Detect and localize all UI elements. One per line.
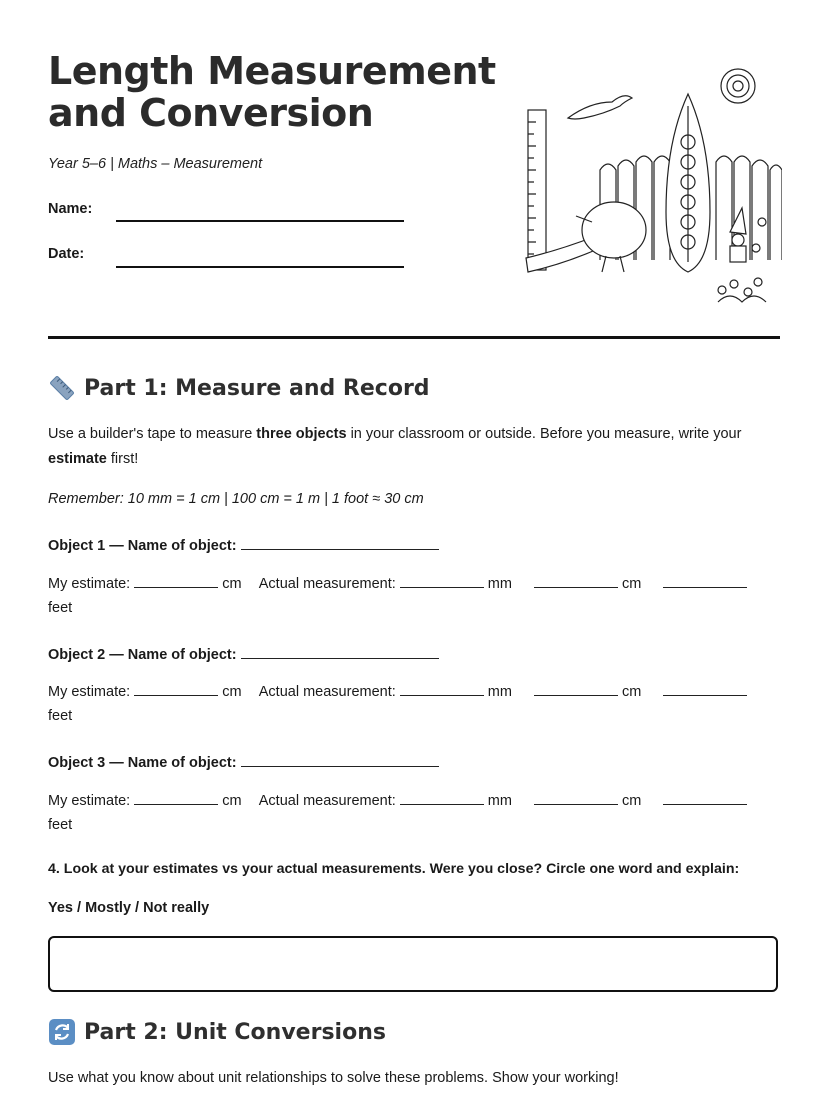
section-divider bbox=[48, 336, 780, 339]
intro-text-bold-objects: three objects bbox=[256, 426, 347, 442]
ruler-illustration bbox=[528, 110, 546, 270]
object-1-feet-field[interactable] bbox=[663, 575, 747, 588]
name-label: Name: bbox=[48, 201, 93, 217]
part2-heading bbox=[48, 1018, 386, 1046]
unit-mm: mm bbox=[487, 684, 512, 700]
name-field[interactable] bbox=[116, 220, 404, 222]
unit-feet: feet bbox=[48, 600, 73, 616]
intro-text-c: in your classroom or outside. Before you measure, write your bbox=[346, 426, 742, 442]
object-1-name-row bbox=[48, 535, 439, 554]
unit-feet: feet bbox=[48, 817, 73, 833]
object-2-name-row bbox=[48, 644, 439, 663]
kiwi-icon bbox=[576, 202, 646, 272]
part2-heading-text: Part 2: Unit Conversions bbox=[84, 1019, 386, 1045]
object-2-measure-row bbox=[48, 680, 778, 728]
unit-cm: cm bbox=[621, 576, 642, 592]
object-2-label: Object 2 — Name of object: bbox=[48, 647, 237, 663]
object-3-measure-row bbox=[48, 789, 778, 837]
object-1-estimate-field[interactable] bbox=[134, 575, 218, 588]
actual-label: Actual measurement: bbox=[258, 684, 396, 700]
part1-heading-text: Part 1: Measure and Record bbox=[84, 375, 430, 401]
page-title bbox=[48, 50, 496, 134]
kiwi-measurement-illustration bbox=[520, 62, 782, 308]
actual-label: Actual measurement: bbox=[258, 576, 396, 592]
object-3-cm-field[interactable] bbox=[534, 792, 618, 805]
surfboard-icon bbox=[666, 94, 710, 272]
object-2-estimate-field[interactable] bbox=[134, 683, 218, 696]
title-line-1: Length Measurement bbox=[48, 49, 496, 93]
intro-text-bold-estimate: estimate bbox=[48, 451, 107, 467]
part1-intro bbox=[48, 422, 788, 472]
unit-cm: cm bbox=[621, 793, 642, 809]
object-3-feet-field[interactable] bbox=[663, 792, 747, 805]
object-3-label: Object 3 — Name of object: bbox=[48, 755, 237, 771]
date-label: Date: bbox=[48, 246, 85, 262]
question-4-options[interactable]: Yes / Mostly / Not really bbox=[48, 900, 210, 916]
part1-heading bbox=[48, 374, 430, 402]
unit-mm: mm bbox=[487, 576, 512, 592]
object-2-mm-field[interactable] bbox=[400, 683, 484, 696]
estimate-label: My estimate: bbox=[48, 576, 131, 592]
subtitle: Year 5–6 | Maths – Measurement bbox=[48, 156, 263, 172]
unit-feet: feet bbox=[48, 708, 73, 724]
bird-icon bbox=[568, 96, 632, 119]
unit-cm: cm bbox=[621, 684, 642, 700]
sun-icon bbox=[721, 69, 755, 103]
object-2-cm-field[interactable] bbox=[534, 683, 618, 696]
object-2-name-field[interactable] bbox=[241, 644, 439, 659]
object-1-label: Object 1 — Name of object: bbox=[48, 538, 237, 554]
remember-note: Remember: 10 mm = 1 cm | 100 cm = 1 m | 1 foot ≈ 30 cm bbox=[48, 491, 424, 507]
date-field[interactable] bbox=[116, 266, 404, 268]
object-1-mm-field[interactable] bbox=[400, 575, 484, 588]
conversion-arrows-icon bbox=[48, 1018, 76, 1046]
object-3-estimate-field[interactable] bbox=[134, 792, 218, 805]
unit-mm: mm bbox=[487, 793, 512, 809]
intro-text-e: first! bbox=[106, 451, 139, 467]
title-line-2: and Conversion bbox=[48, 91, 374, 135]
question-4: 4. Look at your estimates vs your actual measurements. Were you close? Circle one word and explain: bbox=[48, 861, 740, 877]
part2-intro: Use what you know about unit relationships to solve these problems. Show your working! bbox=[48, 1070, 619, 1086]
intro-text-a: Use a builder's tape to measure bbox=[48, 426, 257, 442]
unit-cm: cm bbox=[222, 684, 242, 700]
unit-cm: cm bbox=[222, 793, 242, 809]
object-3-mm-field[interactable] bbox=[400, 792, 484, 805]
ruler-icon bbox=[48, 374, 76, 402]
object-3-name-field[interactable] bbox=[241, 752, 439, 767]
object-1-cm-field[interactable] bbox=[534, 575, 618, 588]
question-4-answer-box[interactable] bbox=[48, 936, 778, 992]
object-2-feet-field[interactable] bbox=[663, 683, 747, 696]
actual-label: Actual measurement: bbox=[258, 793, 396, 809]
estimate-label: My estimate: bbox=[48, 793, 131, 809]
unit-cm: cm bbox=[222, 576, 242, 592]
object-1-measure-row bbox=[48, 572, 778, 620]
object-3-name-row bbox=[48, 752, 439, 771]
estimate-label: My estimate: bbox=[48, 684, 131, 700]
object-1-name-field[interactable] bbox=[241, 535, 439, 550]
